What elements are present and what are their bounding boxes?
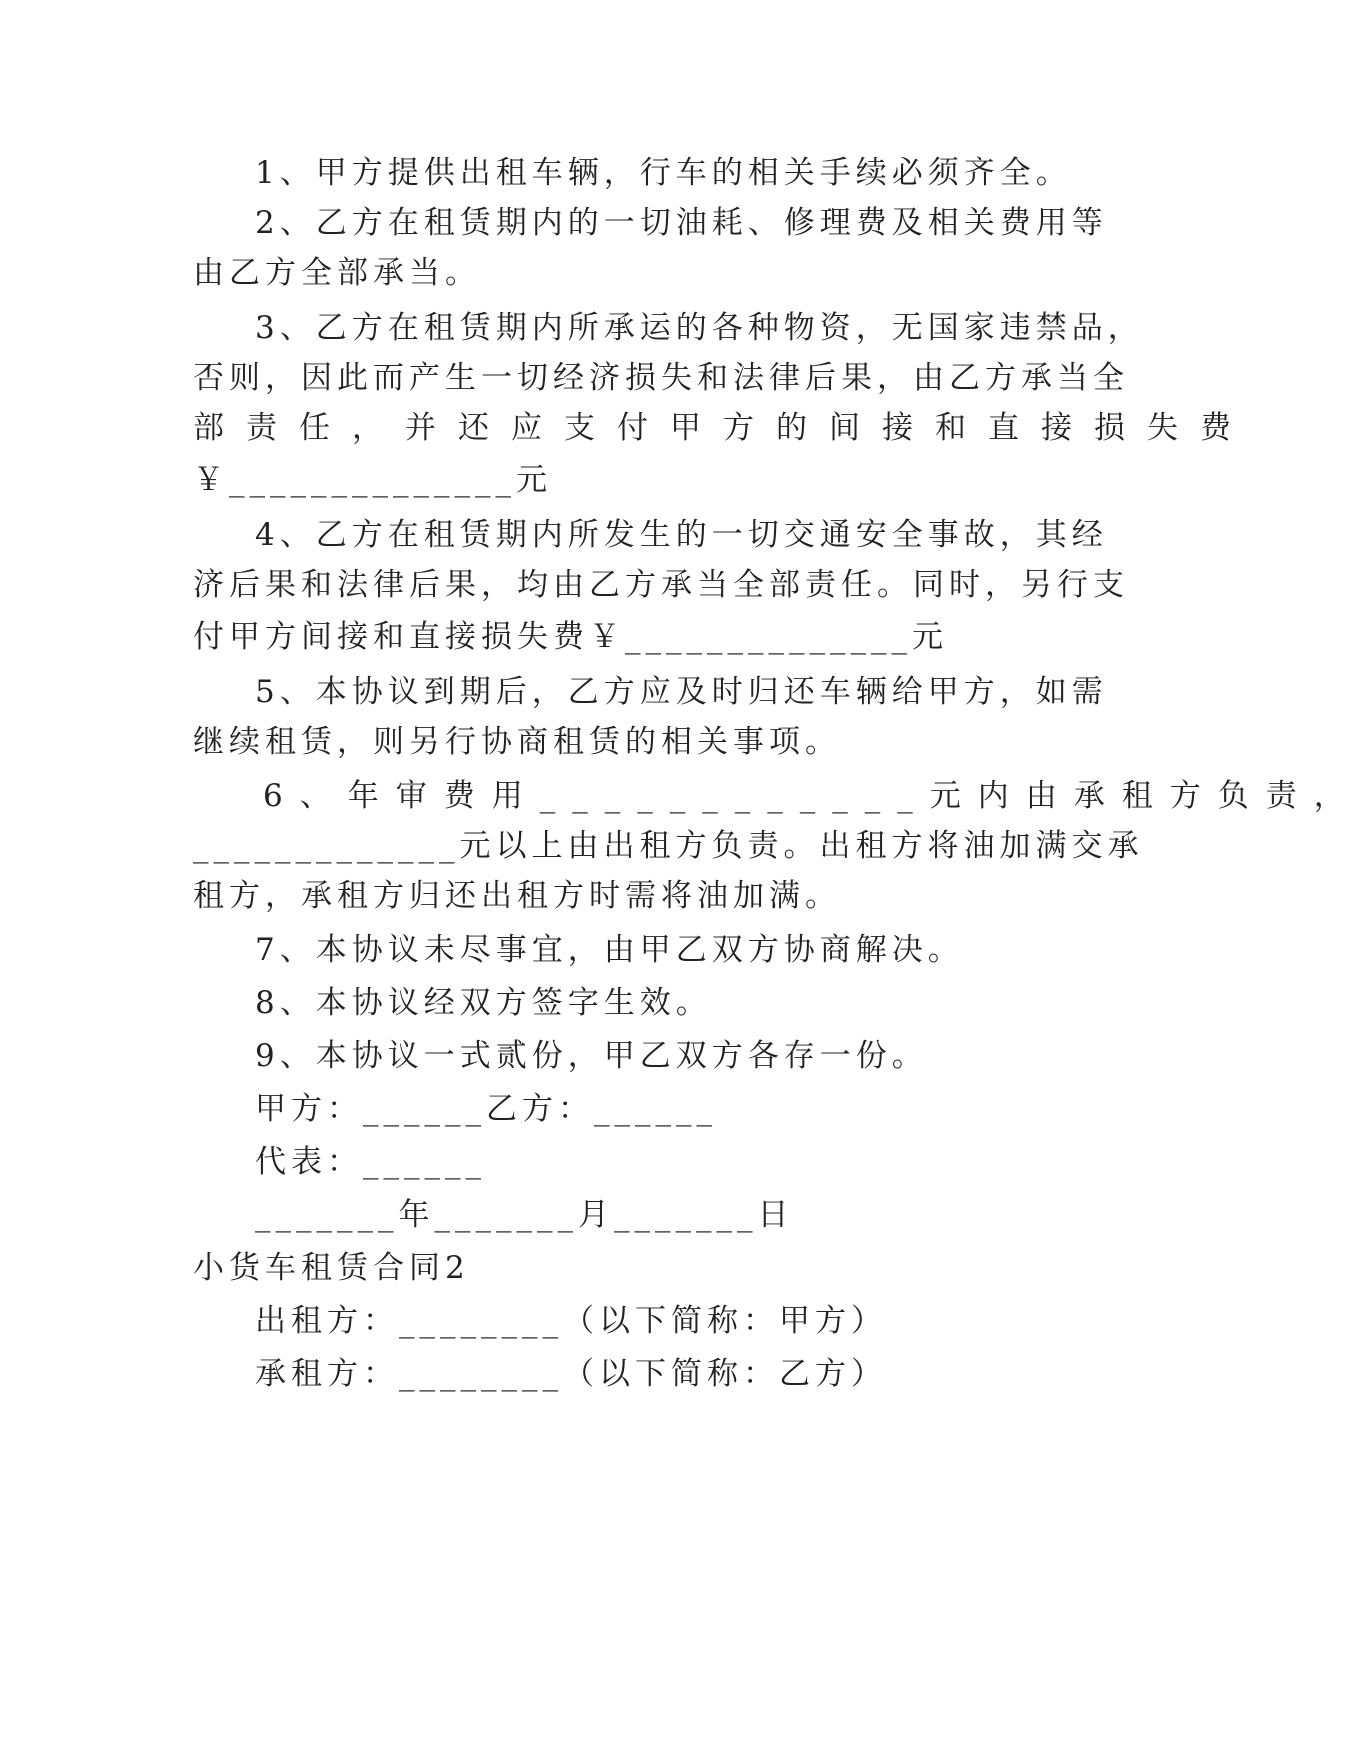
clause-8: 8、本协议经双方签字生效。 xyxy=(255,985,712,1021)
signature-representative: 代表：______ xyxy=(255,1144,486,1180)
clause-9: 9、本协议一式贰份，甲乙双方各存一份。 xyxy=(255,1038,928,1074)
clause-5-line-2: 继续租赁，则另行协商租赁的相关事项。 xyxy=(193,724,841,760)
clause-2-line-2: 由乙方全部承当。 xyxy=(193,255,481,291)
clause-3-line-4: ￥______________元 xyxy=(193,462,552,498)
clause-5-line-1: 5、本协议到期后，乙方应及时归还车辆给甲方，如需 xyxy=(255,674,1108,710)
clause-1: 1、甲方提供出租车辆，行车的相关手续必须齐全。 xyxy=(255,155,1072,191)
clause-4-line-1: 4、乙方在租赁期内所发生的一切交通安全事故，其经 xyxy=(255,517,1108,553)
clause-3-line-1: 3、乙方在租赁期内所承运的各种物资，无国家违禁品， xyxy=(255,310,1144,346)
lessor-line: 出租方：________（以下简称：甲方） xyxy=(255,1303,887,1339)
clause-2-line-1: 2、乙方在租赁期内的一切油耗、修理费及相关费用等 xyxy=(255,205,1108,241)
lessee-line: 承租方：________（以下简称：乙方） xyxy=(255,1356,887,1392)
clause-4-line-3: 付甲方间接和直接损失费￥______________元 xyxy=(193,619,948,655)
clause-4-line-2: 济后果和法律后果，均由乙方承当全部责任。同时，另行支 xyxy=(193,567,1129,603)
clause-3-line-3: 部责任，并还应支付甲方的间接和直接损失费 xyxy=(193,410,1253,446)
clause-6-line-1: 6、年审费用____________元内由承租方负责， xyxy=(263,778,1362,814)
contract-2-title: 小货车租赁合同2 xyxy=(193,1250,470,1286)
clause-3-line-2: 否则，因此而产生一切经济损失和法律后果，由乙方承当全 xyxy=(193,360,1129,396)
signature-parties: 甲方：______乙方：______ xyxy=(255,1091,717,1127)
clause-6-line-2: _____________元以上由出租方负责。出租方将油加满交承 xyxy=(193,828,1144,864)
signature-date: _______年_______月_______日 xyxy=(255,1197,794,1233)
clause-6-line-3: 租方，承租方归还出租方时需将油加满。 xyxy=(193,878,841,914)
clause-7: 7、本协议未尽事宜，由甲乙双方协商解决。 xyxy=(255,932,964,968)
